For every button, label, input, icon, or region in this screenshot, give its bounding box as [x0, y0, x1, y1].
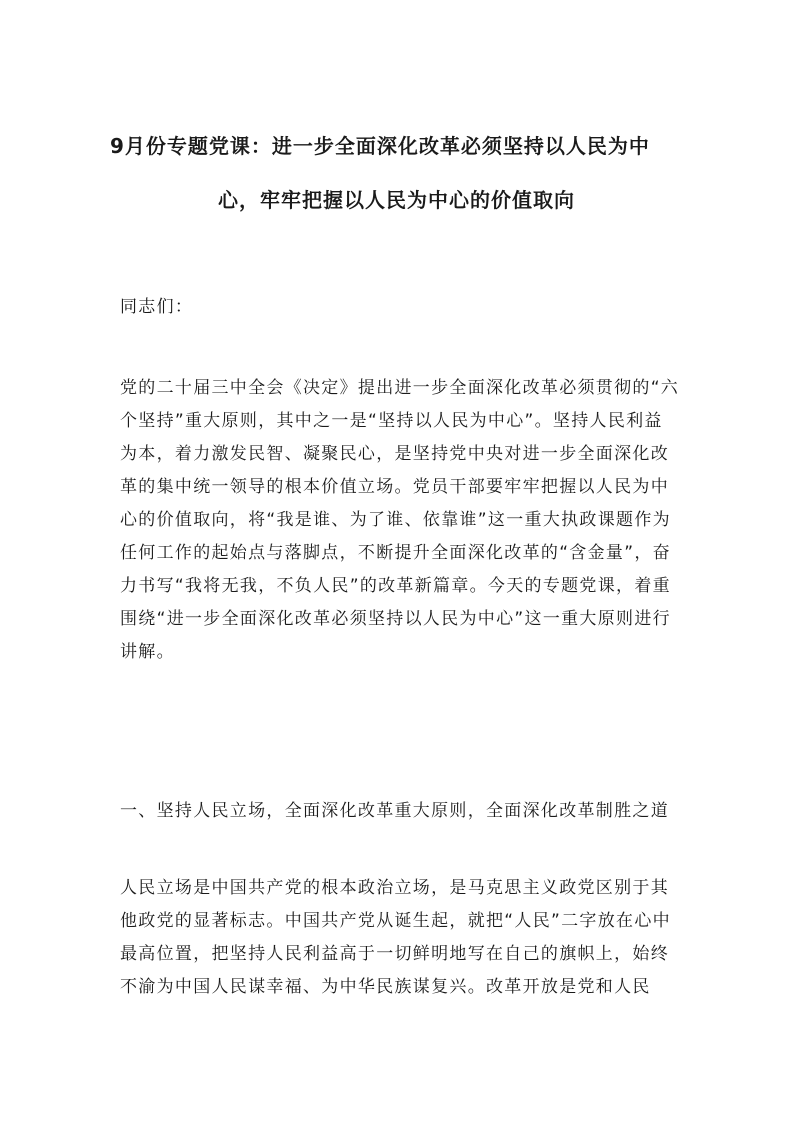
paragraph-intro: 党的二十届三中全会《决定》提出进一步全面深化改革必须贯彻的“六个坚持”重大原则，其中之一是“坚持以人民为中心”。坚持人民利益为本，着力激发民智、凝聚民心，是坚持党中央对进一步全面深化改革的集中统一领导的根本价值立场。党员干部要牢牢把握以人民为中心的价值取向，将“我是谁、为了谁、依靠谁”这一重大执政课题作为任何工作的起始点与落脚点，不断提升全面深化改革的“含金量”，奋力书写“我将无我，不负人民”的改革新篇章。今天的专题党课，着重围绕“进一步全面深化改革必须坚持以人民为中心”这一重大原则进行讲解。 — [120, 378, 680, 662]
salutation: 同志们： — [120, 297, 194, 317]
paragraph-section-1: 人民立场是中国共产党的根本政治立场，是马克思主义政党区别于其他政党的显著标志。中国共产党从诞生起，就把“人民”二字放在心中最高位置，把坚持人民利益高于一切鲜明地写在自己的旗帜上，始终不渝为中国人民谋幸福、为中华民族谋复兴。改革开放是党和人民 — [120, 878, 671, 997]
section-heading-1: 一、坚持人民立场，全面深化改革重大原则，全面深化改革制胜之道 — [120, 801, 669, 821]
document-title-line-1: 9月份专题党课：进一步全面深化改革必须坚持以人民为中 — [110, 134, 650, 158]
document-title-line-2: 心，牢牢把握以人民为中心的价值取向 — [218, 188, 575, 212]
